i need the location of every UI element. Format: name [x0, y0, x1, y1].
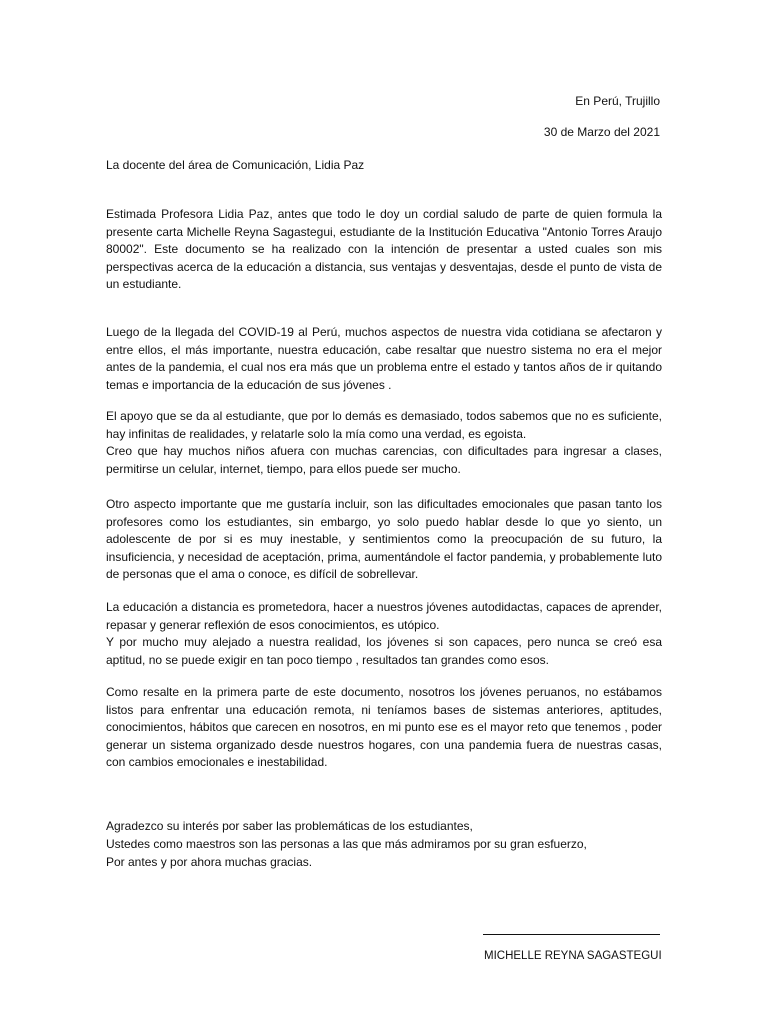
letter-recipient: La docente del área de Comunicación, Lidia Paz: [106, 158, 365, 172]
letter-paragraph-support: El apoyo que se da al estudiante, que por lo demás es demasiado, todos sabemos que no es suficiente, hay infinitas de realidades, y relatarle solo la mía como una verdad, es egoista. Creo que hay muchos niños afuera con muchas carencias, con dificultades para ingresar a clases, permitirse un celular, internet, tiempo, para ellos puede ser mucho.: [106, 409, 662, 476]
letter-closing-line: Ustedes como maestros son las personas a las que más admiramos por su gran esfuerzo,: [106, 837, 587, 851]
signature-name: MICHELLE REYNA SAGASTEGUI: [484, 950, 662, 962]
letter-closing-line: Por antes y por ahora muchas gracias.: [106, 855, 313, 869]
letter-paragraph-greeting: Estimada Profesora Lidia Paz, antes que todo le doy un cordial saludo de parte de quien formula la presente carta Michelle Reyna Sagastegui, estudiante de la Institución Educativa "Antonio Torres Araujo 80002". Este documento se ha realizado con la intención de presentar a usted cuales son mis perspectivas acerca de la educación a distancia, sus ventajas y desventajas, desde el punto de vista de un estudiante.: [106, 207, 662, 292]
letter-place: En Perú, Trujillo: [575, 94, 660, 108]
letter-paragraph-covid: Luego de la llegada del COVID-19 al Perú, muchos aspectos de nuestra vida cotidiana se afectaron y entre ellos, el más importante, nuestra educación, cabe resaltar que nuestro sistema no era el mejor antes de la pandemia, el cual nos era más que un problema entre el estado y tantos años de ir quitando temas e importancia de la educación de sus jóvenes .: [106, 325, 662, 392]
letter-paragraph-conclusion: Como resalte en la primera parte de este documento, nosotros los jóvenes peruanos, no estábamos listos para enfrentar una educación remota, ni teníamos bases de sistemas anteriores, aptitudes, conocimientos, hábitos que carecen en nosotros, en mi punto ese es el mayor reto que tenemos , poder generar un sistema organizado desde nuestros hogares, con una pandemia fuera de nuestras casas, con cambios emocionales e inestabilidad.: [106, 685, 662, 770]
letter-paragraph-emotional: Otro aspecto importante que me gustaría incluir, son las dificultades emocionales que pasan tanto los profesores como los estudiantes, sin embargo, yo solo puedo hablar desde lo que yo siento, un adolescente de por si es muy inestable, y sentimientos como la preocupación de su futuro, la insuficiencia, y necesidad de aceptación, prima, aumentándole el factor pandemia, y probablemente luto de personas que el ama o conoce, es difícil de sobrellevar.: [106, 497, 662, 582]
letter-paragraph-distance-education: La educación a distancia es prometedora, hacer a nuestros jóvenes autodidactas, capaces de aprender, repasar y generar reflexión de esos conocimientos, es utópico. Y por mucho muy alejado a nuestra realidad, los jóvenes si son capaces, pero nunca se creó esa aptitud, no se puede exigir en tan poco tiempo , resultados tan grandes como esos.: [106, 600, 662, 667]
letter-date: 30 de Marzo del 2021: [543, 125, 660, 139]
letter-closing-line: Agradezco su interés por saber las problemáticas de los estudiantes,: [106, 819, 473, 833]
signature-line: [483, 934, 660, 935]
